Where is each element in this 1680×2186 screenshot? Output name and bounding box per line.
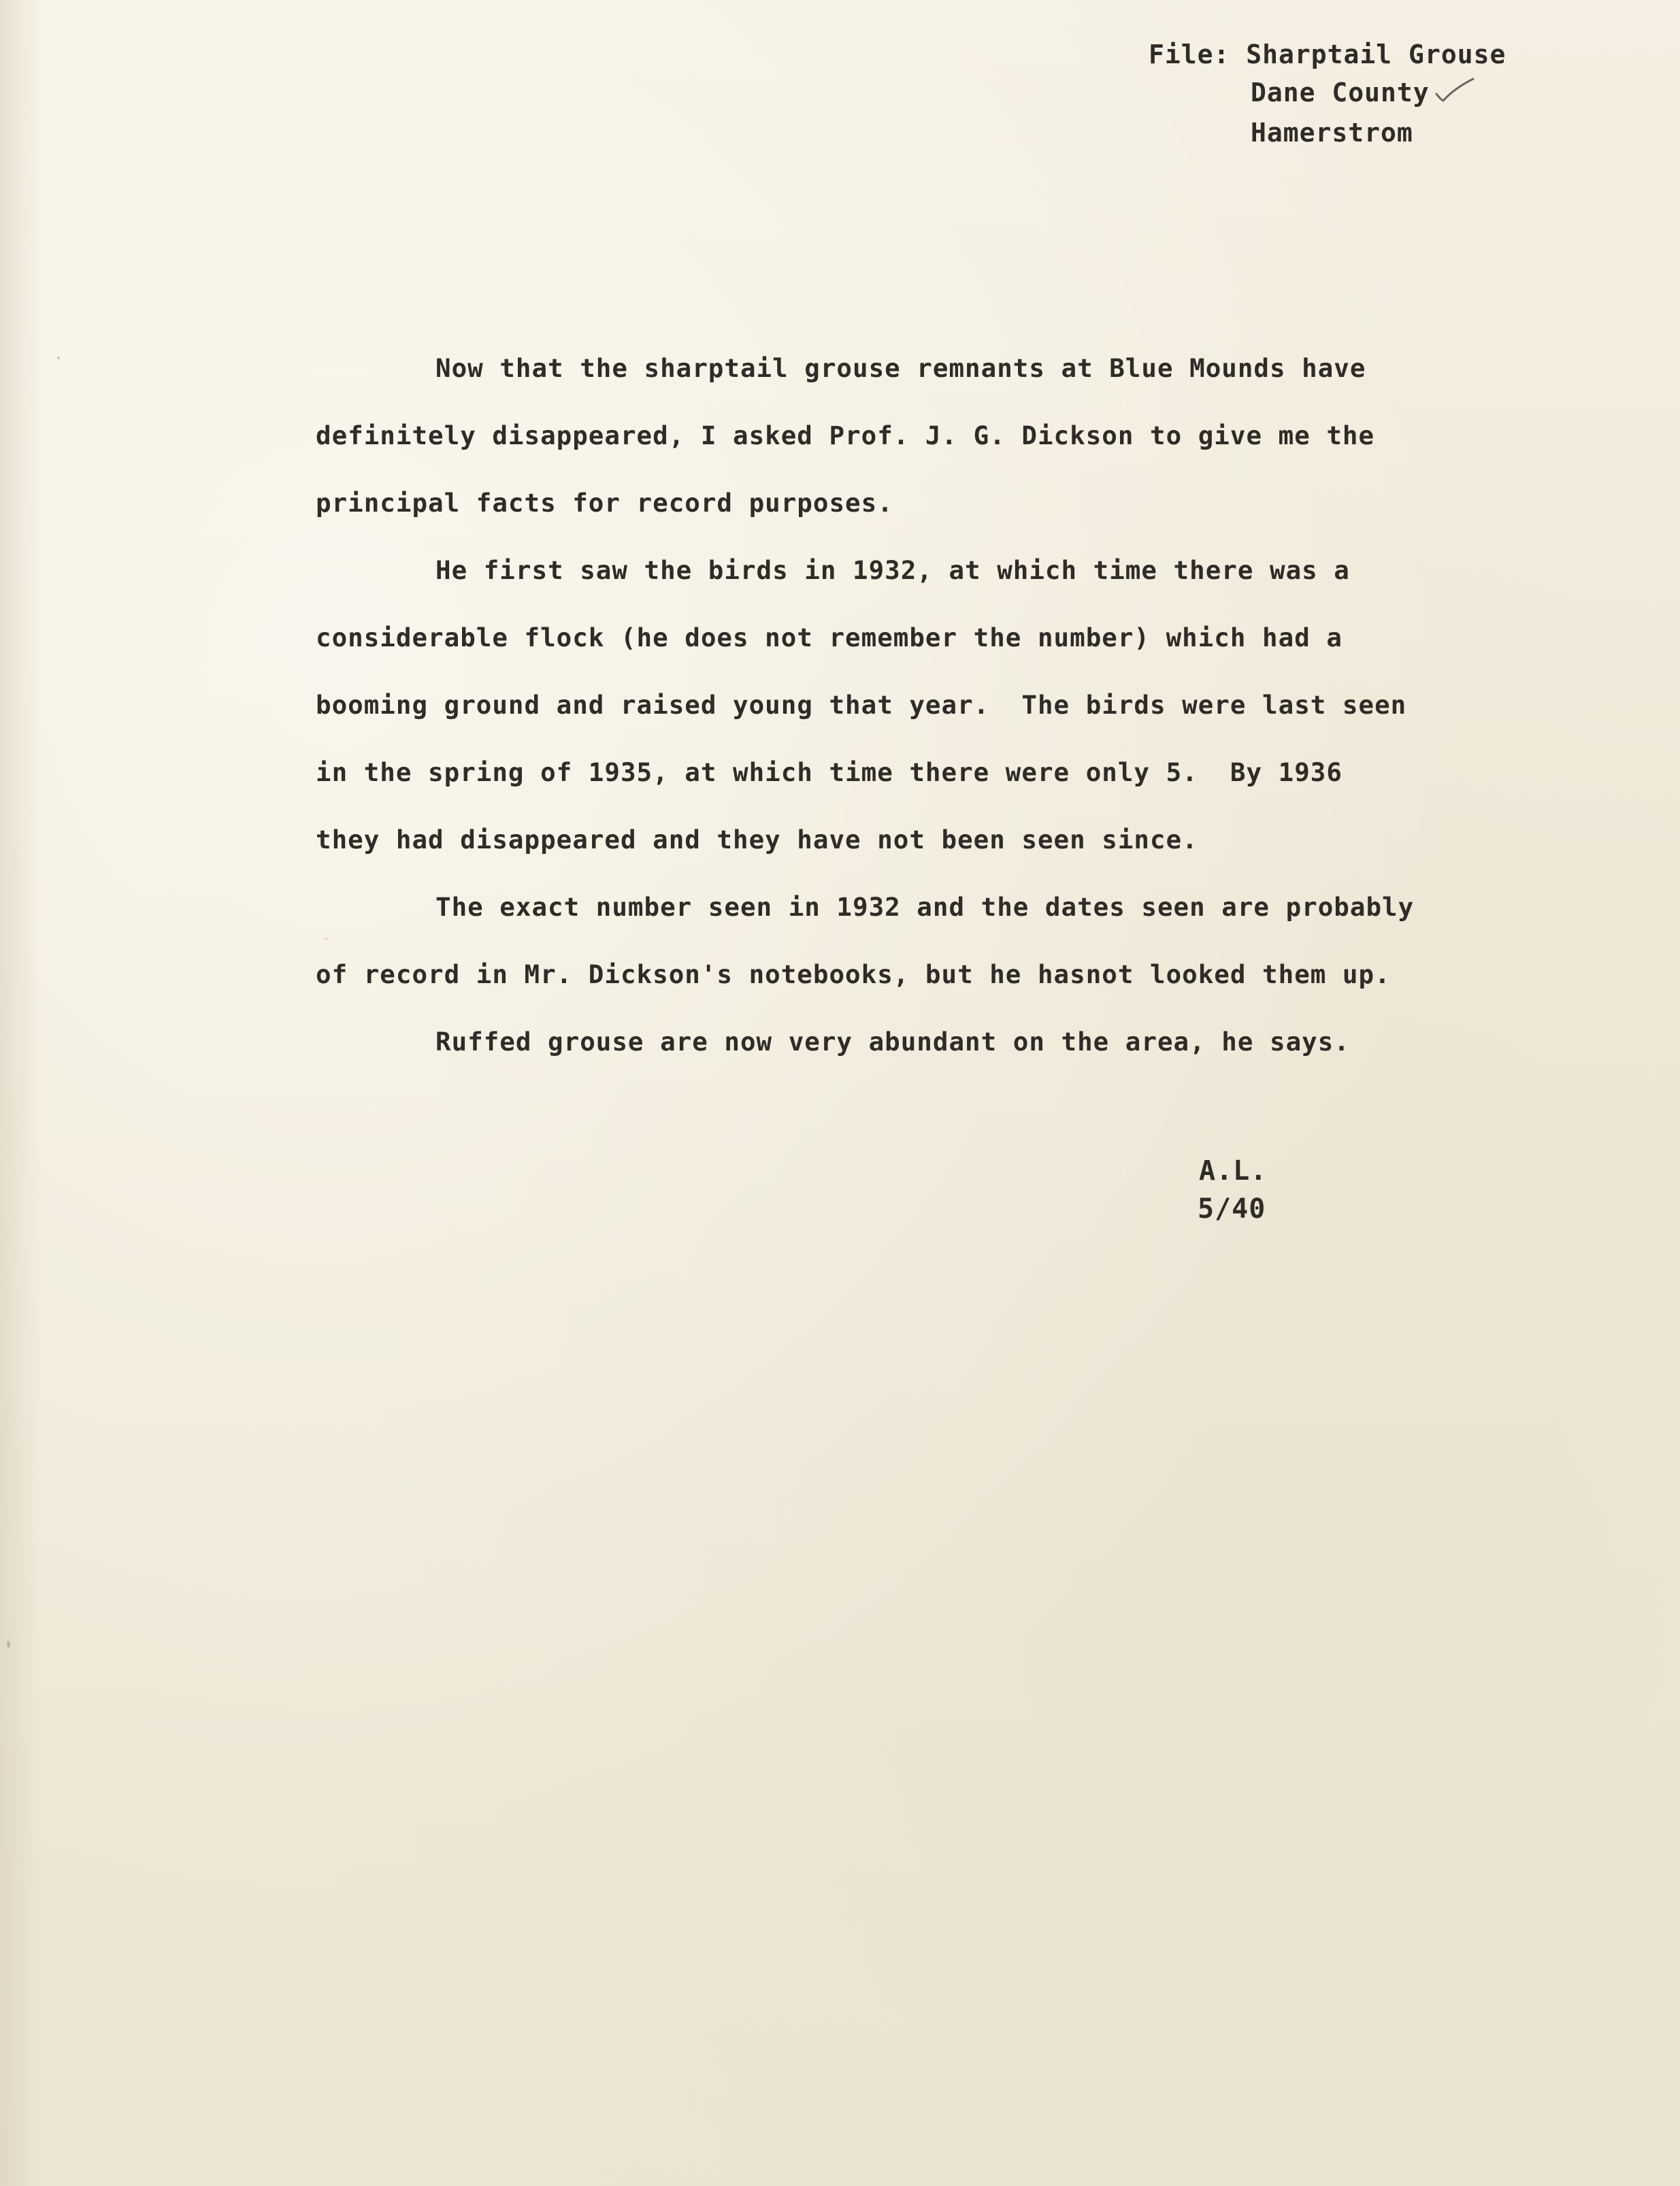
author-initials: A.L.: [1199, 1155, 1268, 1187]
body-line: in the spring of 1935, at which time there were only 5. By 1936: [316, 757, 1343, 787]
memo-date: 5/40: [1198, 1193, 1266, 1225]
paper-speck: [7, 1641, 10, 1648]
file-label: File:: [1149, 39, 1230, 69]
body-line: definitely disappeared, I asked Prof. J. G. Dickson to give me the: [316, 420, 1375, 450]
body-line: principal facts for record purposes.: [316, 488, 893, 518]
body-line: of record in Mr. Dickson's notebooks, but he hasnot looked them up.: [316, 959, 1391, 989]
body-line: He first saw the birds in 1932, at which time there was a: [435, 555, 1350, 585]
body-line: Now that the sharptail grouse remnants at Blue Mounds have: [435, 353, 1366, 383]
memo-body: [316, 335, 1486, 1076]
file-reference-header: [1149, 35, 1506, 152]
file-author: Hamerstrom: [1251, 117, 1413, 148]
body-line: booming ground and raised young that year. The birds were last seen: [316, 690, 1407, 720]
file-header-line-1: [1149, 35, 1506, 73]
file-header-line-3: [1149, 114, 1506, 152]
file-county: Dane County: [1251, 78, 1430, 107]
body-line: Ruffed grouse are now very abundant on the area, he says.: [435, 1027, 1350, 1057]
body-line: The exact number seen in 1932 and the dates seen are probably: [435, 892, 1415, 922]
body-line: considerable flock (he does not remember the number) which had a: [316, 623, 1343, 652]
file-subject: Sharptail Grouse: [1246, 39, 1506, 69]
body-line: they had disappeared and they have not been seen since.: [316, 825, 1198, 855]
paper-speck: [57, 357, 60, 359]
check-mark-icon: [1434, 76, 1476, 114]
page-edge-shadow: [0, 0, 41, 2186]
signoff-block: [1198, 1152, 1267, 1228]
file-header-line-2: [1149, 73, 1506, 114]
